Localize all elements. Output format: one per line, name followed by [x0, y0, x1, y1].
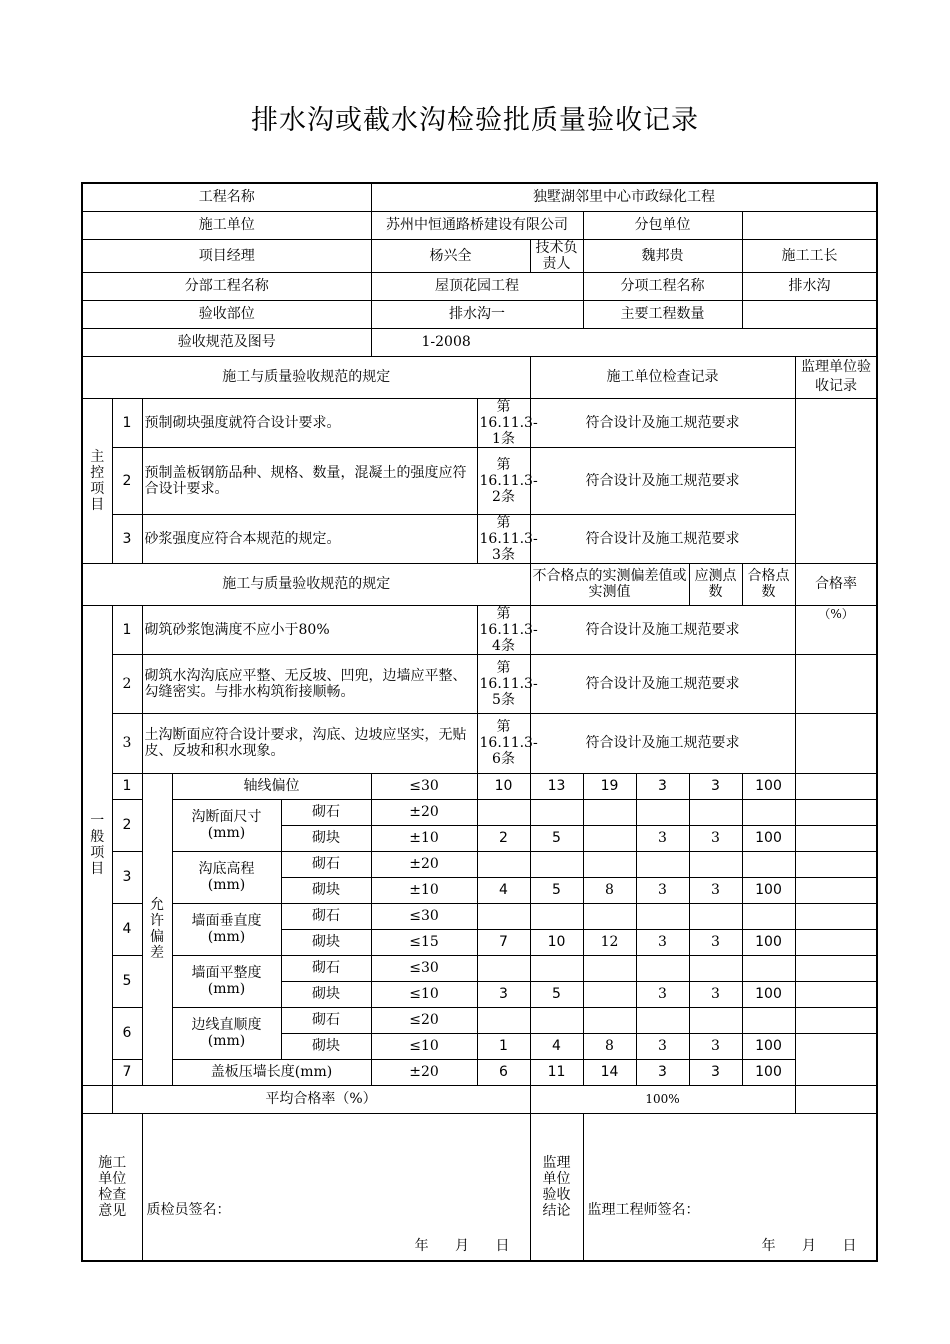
deviation-tolerance: ≤15 [371, 929, 477, 955]
general-item-text: 砌筑水沟沟底应平整、无反坡、凹兜，边墙应平整、勾缝密实。与排水构筑衔接顺畅。 [142, 654, 477, 713]
measured-value: 5 [530, 877, 583, 903]
measured-value [583, 955, 636, 981]
foreman-label: 施工工长 [742, 239, 877, 272]
points-header: 应测点数 [689, 563, 742, 605]
contractor-label: 施工单位 [82, 211, 371, 239]
row-standard [82, 328, 877, 356]
measured-value [583, 825, 636, 851]
general-item-result: 符合设计及施工规范要求 [530, 654, 795, 713]
points-count [636, 1007, 689, 1033]
measured-value: 5 [530, 825, 583, 851]
row-managers [82, 239, 877, 272]
subitem-label: 分项工程名称 [583, 272, 742, 300]
engineer-sign-label: 监理工程师签名： [587, 1201, 700, 1218]
division-label: 分部工程名称 [82, 272, 371, 300]
measured-value [583, 851, 636, 877]
deviation-no: 5 [112, 955, 142, 1007]
deviation-row [82, 799, 877, 825]
deviation-tolerance: ≤10 [371, 1033, 477, 1059]
main-supervisor-record [795, 398, 877, 563]
main-item-row [82, 398, 877, 447]
points-count: 3 [636, 877, 689, 903]
main-item-row [82, 514, 877, 563]
deviation-no: 1 [112, 773, 142, 799]
general-item-result: 符合设计及施工规范要求 [530, 713, 795, 773]
general-item-no: 3 [112, 713, 142, 773]
measured-value: 1 [477, 1033, 530, 1059]
measured-value: 4 [530, 1033, 583, 1059]
material-label: 砌石 [281, 1007, 371, 1033]
main-item-clause: 第16.11.3-1条 [477, 398, 530, 447]
division-value: 屋顶花园工程 [371, 272, 583, 300]
main-spec-header: 施工与质量验收规范的规定 [82, 356, 530, 398]
measured-value [477, 799, 530, 825]
deviation-name: 盖板压墙长度(mm) [172, 1059, 371, 1085]
pass-rate [742, 1007, 795, 1033]
row-project-name [82, 183, 877, 211]
measured-value: 2 [477, 825, 530, 851]
deviation-tolerance: ≤30 [371, 955, 477, 981]
location-label: 验收部位 [82, 300, 371, 328]
row-location [82, 300, 877, 328]
measured-value [583, 1007, 636, 1033]
measured-value: 14 [583, 1059, 636, 1085]
points-count [636, 955, 689, 981]
pass-count: 3 [689, 1059, 742, 1085]
measured-value [530, 799, 583, 825]
pass-rate: 100 [742, 1059, 795, 1085]
deviation-row [82, 773, 877, 799]
row-division [82, 272, 877, 300]
main-item-row [82, 447, 877, 514]
pass-rate [742, 903, 795, 929]
average-rate-label: 平均合格率（%） [112, 1085, 530, 1113]
measured-value [583, 981, 636, 1007]
deviation-tolerance: ≤20 [371, 1007, 477, 1033]
measured-value [477, 1007, 530, 1033]
deviation-row [82, 1059, 877, 1085]
measured-value [477, 903, 530, 929]
main-record-header: 施工单位检查记录 [530, 356, 795, 398]
material-label: 砌块 [281, 1033, 371, 1059]
measured-value: 7 [477, 929, 530, 955]
quantity-value [742, 300, 877, 328]
measured-value: 19 [583, 773, 636, 799]
deviation-tolerance: ±20 [371, 799, 477, 825]
pass-count: 3 [689, 825, 742, 851]
general-item-clause: 第16.11.3-4条 [477, 605, 530, 654]
pass-rate [742, 799, 795, 825]
deviation-tolerance: ≤10 [371, 981, 477, 1007]
deviation-name: 沟断面尺寸 (mm) [172, 799, 281, 851]
main-item-clause: 第16.11.3-2条 [477, 447, 530, 514]
general-text-row [82, 654, 877, 713]
measured-value: 13 [530, 773, 583, 799]
main-item-no: 2 [112, 447, 142, 514]
pass-rate: 100 [742, 981, 795, 1007]
deviation-name: 墙面平整度 (mm) [172, 955, 281, 1007]
measured-value: 6 [477, 1059, 530, 1085]
measured-value [530, 851, 583, 877]
tech-lead-value: 魏邦贵 [583, 239, 742, 272]
main-item-result: 符合设计及施工规范要求 [530, 514, 795, 563]
supervisor-date: 年 月 日 [761, 1238, 857, 1254]
measured-value [477, 851, 530, 877]
general-text-row [82, 605, 877, 654]
deviation-name: 轴线偏位 [172, 773, 371, 799]
main-item-no: 1 [112, 398, 142, 447]
deviation-tolerance: ±20 [371, 851, 477, 877]
measured-value [530, 903, 583, 929]
project-name-value: 独墅湖邻里中心市政绿化工程 [371, 183, 877, 211]
material-label: 砌石 [281, 799, 371, 825]
main-items-group-label: 主 控 项 目 [82, 398, 112, 563]
subcontractor-value [742, 211, 877, 239]
standard-value: 1-2008 [371, 328, 877, 356]
contractor-date: 年 月 日 [414, 1238, 510, 1254]
general-item-text: 土沟断面应符合设计要求，沟底、边坡应坚实，无贴皮、反坡和积水现象。 [142, 713, 477, 773]
general-item-no: 1 [112, 605, 142, 654]
measured-value: 11 [530, 1059, 583, 1085]
row-general-header [82, 563, 877, 605]
general-item-clause: 第16.11.3-6条 [477, 713, 530, 773]
pass-rate: 100 [742, 1033, 795, 1059]
measured-value: 10 [530, 929, 583, 955]
pass-rate: 100 [742, 773, 795, 799]
deviation-tolerance: ±10 [371, 877, 477, 903]
measured-value: 8 [583, 877, 636, 903]
inspection-form-table [81, 182, 878, 1262]
deviation-row [82, 851, 877, 877]
material-label: 砌石 [281, 851, 371, 877]
points-count [636, 903, 689, 929]
deviation-no: 6 [112, 1007, 142, 1059]
material-label: 砌块 [281, 877, 371, 903]
pass-count [689, 1007, 742, 1033]
pass-count: 3 [689, 773, 742, 799]
measured-value: 3 [477, 981, 530, 1007]
row-contractor [82, 211, 877, 239]
material-label: 砌块 [281, 981, 371, 1007]
deviation-no: 7 [112, 1059, 142, 1085]
pass-count [689, 903, 742, 929]
main-item-text: 砂浆强度应符合本规范的规定。 [142, 514, 477, 563]
inspector-sign-label: 质检员签名： [146, 1201, 231, 1218]
points-count [636, 851, 689, 877]
pass-rate: 100 [742, 877, 795, 903]
points-count: 3 [636, 929, 689, 955]
pass-count [689, 851, 742, 877]
measured-value: 4 [477, 877, 530, 903]
average-rate-value: 100% [530, 1085, 795, 1113]
page-title: 排水沟或截水沟检验批质量验收记录 [251, 105, 699, 136]
project-name-label: 工程名称 [82, 183, 371, 211]
pass-rate [742, 955, 795, 981]
deviation-no: 2 [112, 799, 142, 851]
contractor-value: 苏州中恒通路桥建设有限公司 [371, 211, 583, 239]
measured-value [477, 955, 530, 981]
pass-rate [742, 851, 795, 877]
main-item-text: 预制砌块强度就符合设计要求。 [142, 398, 477, 447]
measured-value: 8 [583, 1033, 636, 1059]
rate-header: 合格率 [795, 563, 877, 605]
allowable-deviation-label: 允 许 偏 差 [142, 773, 172, 1085]
subitem-value: 排水沟 [742, 272, 877, 300]
general-item-result: 符合设计及施工规范要求 [530, 605, 795, 654]
pass-count [689, 799, 742, 825]
measured-header: 不合格点的实测偏差值或实测值 [530, 563, 689, 605]
points-count [636, 799, 689, 825]
material-label: 砌石 [281, 955, 371, 981]
deviation-row [82, 1007, 877, 1033]
deviation-row [82, 903, 877, 929]
subcontractor-label: 分包单位 [583, 211, 742, 239]
measured-value: 12 [583, 929, 636, 955]
measured-value: 5 [530, 981, 583, 1007]
deviation-no: 4 [112, 903, 142, 955]
points-count: 3 [636, 773, 689, 799]
standard-label: 验收规范及图号 [82, 328, 371, 356]
pass-rate: 100 [742, 929, 795, 955]
points-count: 3 [636, 981, 689, 1007]
row-signatures [82, 1113, 877, 1261]
points-count: 3 [636, 1059, 689, 1085]
supervisor-conclusion-label: 监理 单位 验收 结论 [530, 1113, 583, 1261]
main-item-no: 3 [112, 514, 142, 563]
row-average [82, 1085, 877, 1113]
deviation-name: 沟底高程 (mm) [172, 851, 281, 903]
pass-count: 3 [689, 1033, 742, 1059]
contractor-signature-area[interactable] [142, 1113, 530, 1261]
deviation-row [82, 955, 877, 981]
measured-value: 10 [477, 773, 530, 799]
deviation-tolerance: ≤30 [371, 903, 477, 929]
main-item-result: 符合设计及施工规范要求 [530, 447, 795, 514]
measured-value [530, 1007, 583, 1033]
pm-label: 项目经理 [82, 239, 371, 272]
location-value: 排水沟一 [371, 300, 583, 328]
general-spec-header: 施工与质量验收规范的规定 [82, 563, 530, 605]
main-item-result: 符合设计及施工规范要求 [530, 398, 795, 447]
material-label: 砌石 [281, 903, 371, 929]
supervisor-signature-area[interactable] [583, 1113, 877, 1261]
points-count: 3 [636, 1033, 689, 1059]
rate-unit: （%） [795, 605, 877, 654]
tech-lead-label: 技术负责人 [530, 239, 583, 272]
supervisor-record-header: 监理单位验收记录 [795, 356, 877, 398]
deviation-name: 边线直顺度 (mm) [172, 1007, 281, 1059]
general-item-text: 砌筑砂浆饱满度不应小于80% [142, 605, 477, 654]
pass-rate: 100 [742, 825, 795, 851]
deviation-tolerance: ≤30 [371, 773, 477, 799]
pass-count: 3 [689, 981, 742, 1007]
deviation-tolerance: ±20 [371, 1059, 477, 1085]
measured-value [530, 955, 583, 981]
general-item-clause: 第16.11.3-5条 [477, 654, 530, 713]
main-item-text: 预制盖板钢筋品种、规格、数量，混凝土的强度应符合设计要求。 [142, 447, 477, 514]
general-items-group-label: 一 般 项 目 [82, 605, 112, 1085]
deviation-no: 3 [112, 851, 142, 903]
measured-value [583, 903, 636, 929]
material-label: 砌块 [281, 929, 371, 955]
pm-value: 杨兴全 [371, 239, 530, 272]
general-item-no: 2 [112, 654, 142, 713]
measured-value [583, 799, 636, 825]
pass-count: 3 [689, 877, 742, 903]
general-text-row [82, 713, 877, 773]
main-item-clause: 第16.11.3-3条 [477, 514, 530, 563]
quantity-label: 主要工程数量 [583, 300, 742, 328]
deviation-name: 墙面垂直度 (mm) [172, 903, 281, 955]
pass-count: 3 [689, 929, 742, 955]
points-count: 3 [636, 825, 689, 851]
contractor-opinion-label: 施工 单位 检查 意见 [82, 1113, 142, 1261]
pass-header: 合格点数 [742, 563, 795, 605]
row-main-header [82, 356, 877, 398]
pass-count [689, 955, 742, 981]
material-label: 砌块 [281, 825, 371, 851]
deviation-tolerance: ±10 [371, 825, 477, 851]
